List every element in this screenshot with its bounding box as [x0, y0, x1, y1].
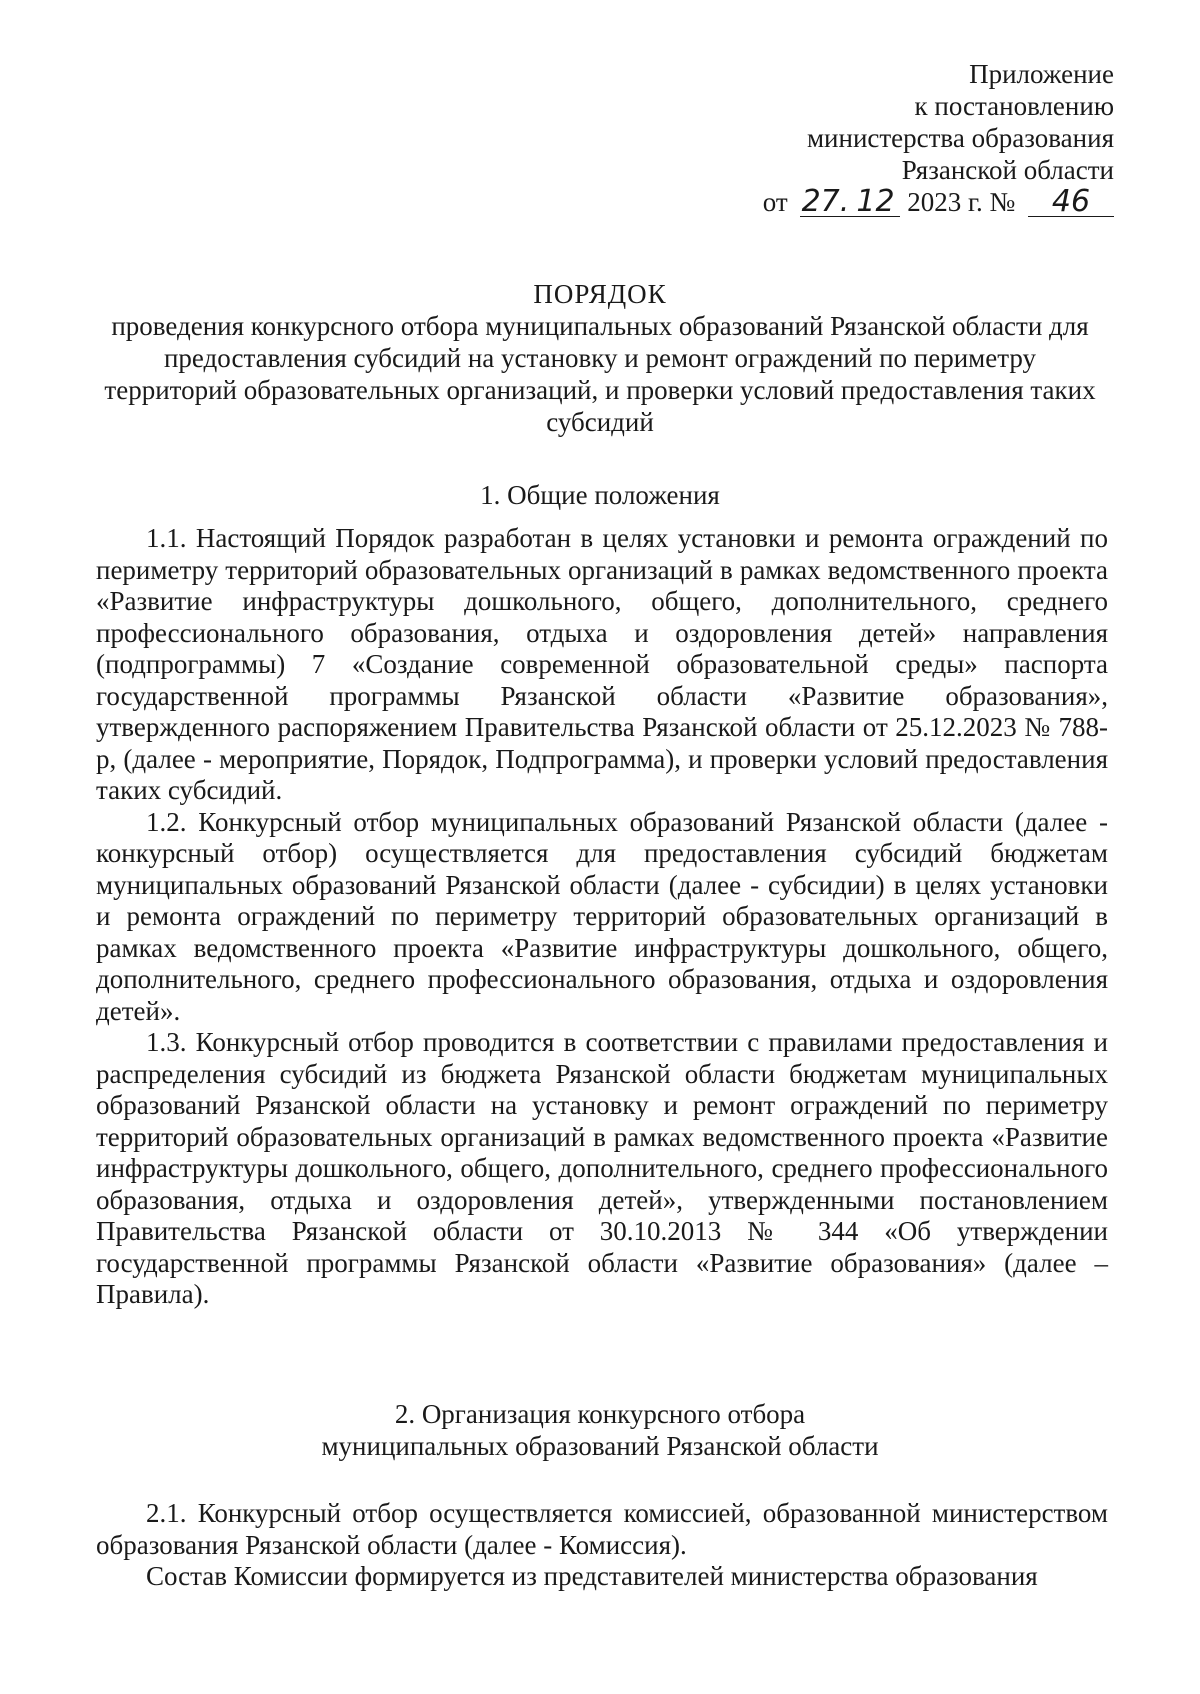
- appendix-line-1: Приложение: [969, 59, 1114, 89]
- document-subtitle: проведения конкурсного отбора муниципальных образований Рязанской области для предоставления субсидий на установку и ремонт ограждений по периметру территорий образовательных организаций, и проверки условий предоставления таких субсидий: [104, 311, 1096, 437]
- section-2-heading: [100, 1398, 1100, 1462]
- date-year: 2023 г. №: [907, 187, 1016, 217]
- paragraph-2-1: 2.1. Конкурсный отбор осуществляется комиссией, образованной министерством образования Рязанской области (далее - Комиссия).: [96, 1498, 1108, 1560]
- appendix-line-4: Рязанской области: [901, 155, 1114, 185]
- appendix-line-2: к постановлению: [914, 91, 1114, 121]
- handwritten-day: 27.: [801, 184, 850, 219]
- document-title: ПОРЯДОК: [533, 279, 667, 309]
- handwritten-doc-number: 46: [1028, 188, 1114, 217]
- paragraph-1-3: 1.3. Конкурсный отбор проводится в соответствии с правилами предоставления и распределения субсидий из бюджета Рязанской области бюджетам муниципальных образований Рязанской области на установку и ремонт ограждений по периметру территорий образовательных организаций в рамках ведомственного проекта «Развитие инфраструктуры дошкольного, общего, дополнительного, среднего профессионального образования, отдыха и оздоровления детей», утвержденными постановлением Правительства Рязанской области от 30.10.2013 № 344 «Об утверждении государственной программы Рязанской области «Развитие образования» (далее – Правила).: [96, 1027, 1108, 1309]
- paragraph-2-2: Состав Комиссии формируется из представителей министерства образования: [146, 1561, 1038, 1591]
- paragraph-1-1: 1.1. Настоящий Порядок разработан в целях установки и ремонта ограждений по периметру территорий образовательных организаций в рамках ведомственного проекта «Развитие инфраструктуры дошкольного, общего, дополнительного, среднего профессионального образования, отдыха и оздоровления детей» направления (подпрограммы) 7 «Создание современной образовательной среды» паспорта государственной программы Рязанской области «Развитие образования», утвержденного распоряжением Правительства Рязанской области от 25.12.2023 № 788-р, (далее - мероприятие, Порядок, Подпрограмма), и проверки условий предоставления таких субсидий.: [96, 523, 1108, 805]
- appendix-line-3: министерства образования: [806, 123, 1114, 153]
- handwritten-month: 12: [850, 188, 900, 217]
- section-1-heading: 1. Общие положения: [480, 480, 720, 510]
- paragraph-1-2: 1.2. Конкурсный отбор муниципальных образований Рязанской области (далее - конкурсный отбор) осуществляется для предоставления субсидий бюджетам муниципальных образований Рязанской области (далее - субсидии) в целях установки и ремонта ограждений по периметру территорий образовательных организаций в рамках ведомственного проекта «Развитие инфраструктуры дошкольного, общего, дополнительного, среднего профессионального образования, отдыха и оздоровления детей».: [96, 806, 1108, 1026]
- document-title-block: [100, 278, 1100, 438]
- section-2-body: [96, 1498, 1108, 1593]
- date-prefix: от: [762, 187, 788, 217]
- section-2-heading-line-2: муниципальных образований Рязанской области: [321, 1431, 879, 1461]
- section-2-heading-line-1: 2. Организация конкурсного отбора: [394, 1399, 806, 1429]
- appendix-date-line: [763, 186, 1114, 218]
- appendix-block: [763, 58, 1114, 218]
- section-1-body: [96, 523, 1108, 1311]
